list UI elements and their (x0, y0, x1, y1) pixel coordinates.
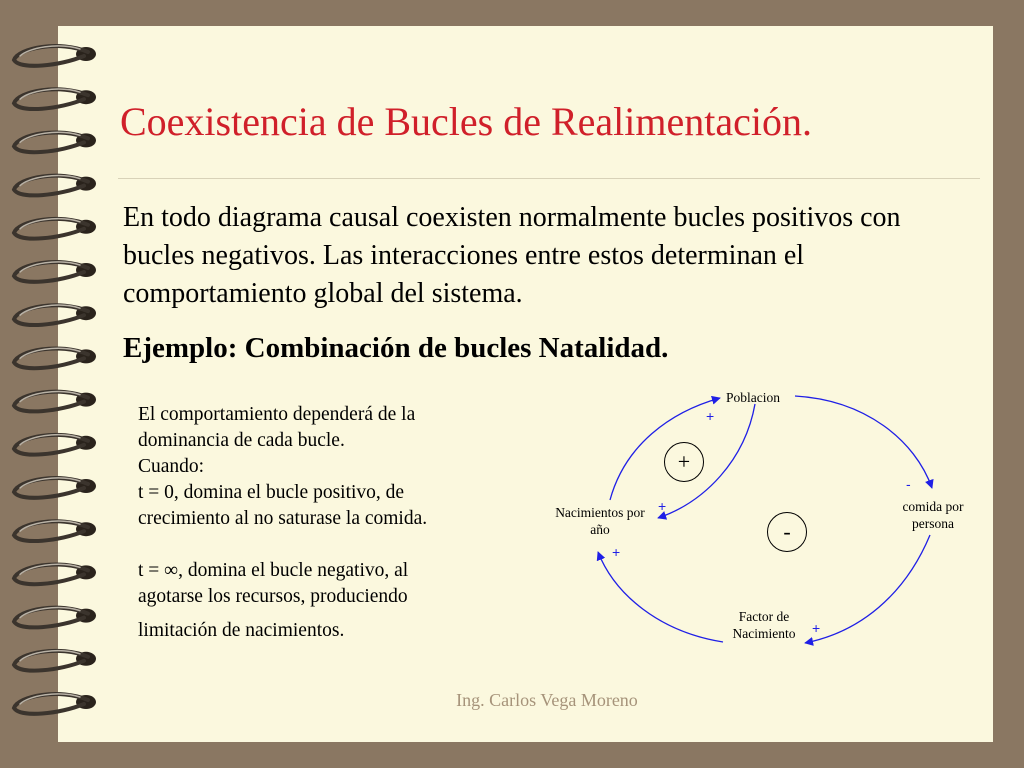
explanation-line: agotarse los recursos, produciendo (138, 586, 408, 607)
node-factor-line2: Nacimiento (732, 626, 796, 641)
footer-text: Ing. Carlos Vega Moreno (456, 690, 638, 710)
node-nacimientos-line2: año (590, 522, 610, 537)
node-comida-line1: comida por (902, 499, 964, 514)
sign-factor-to-nacimientos: + (612, 544, 621, 560)
explanation-text (138, 402, 538, 644)
sign-poblacion-to-comida: - (906, 476, 911, 492)
node-factor-line1: Factor de (738, 609, 790, 624)
node-poblacion: Poblacion (726, 390, 780, 405)
loop-balancing (767, 512, 807, 552)
sign-comida-to-factor: + (812, 620, 821, 636)
binding-ring (14, 89, 96, 109)
binding-ring (14, 46, 96, 66)
binding-ring (14, 392, 96, 412)
slide-title: Coexistencia de Bucles de Realimentación. (120, 99, 812, 144)
binding-ring (14, 305, 96, 325)
binding-ring (14, 651, 96, 671)
loop-reinforcing-sign: + (677, 449, 691, 474)
binding-ring (14, 132, 96, 152)
node-nacimientos (540, 504, 660, 538)
arrow-factor-to-nacimientos (598, 552, 723, 642)
explanation-line: El comportamiento dependerá de la (138, 404, 416, 425)
node-nacimientos-line1: Nacimientos por (555, 505, 645, 520)
title-divider (118, 178, 980, 179)
footer-author (0, 690, 1024, 711)
explanation-last-line: limitación de nacimientos. (138, 620, 345, 641)
binding-ring (14, 608, 96, 628)
binding-ring (14, 348, 96, 368)
loop-reinforcing (664, 442, 704, 482)
node-factor (714, 608, 814, 642)
spiral-binding (0, 0, 110, 768)
sign-poblacion-to-nacimientos: + (658, 498, 667, 514)
node-comida-line2: persona (912, 516, 954, 531)
binding-ring (14, 262, 96, 282)
arrow-comida-to-factor (805, 535, 930, 643)
intro-paragraph: En todo diagrama causal coexisten normalmente bucles positivos con bucles negativos. Las interacciones entre estos determinan el comportamiento global del sistema. (123, 202, 901, 309)
explanation-spacer (138, 532, 538, 558)
explanation-line: dominancia de cada bucle. (138, 430, 345, 451)
binding-ring (14, 478, 96, 498)
explanation-line: t = 0, domina el bucle positivo, de (138, 482, 405, 503)
binding-ring (14, 564, 96, 584)
example-heading: Ejemplo: Combinación de bucles Natalidad. (123, 332, 669, 364)
causal-loop-diagram (530, 380, 980, 670)
arrow-poblacion-to-comida (795, 396, 932, 488)
arrow-nacimientos-to-poblacion (610, 398, 720, 500)
binding-ring (14, 521, 96, 541)
sign-nacimientos-to-poblacion: + (706, 408, 715, 424)
explanation-line: crecimiento al no saturase la comida. (138, 508, 428, 529)
binding-ring (14, 176, 96, 196)
explanation-line: t = ∞, domina el bucle negativo, al (138, 560, 409, 581)
binding-ring (14, 219, 96, 239)
node-comida (878, 498, 988, 532)
loop-balancing-sign: - (783, 519, 791, 544)
explanation-line: Cuando: (138, 456, 205, 477)
binding-ring (14, 435, 96, 455)
